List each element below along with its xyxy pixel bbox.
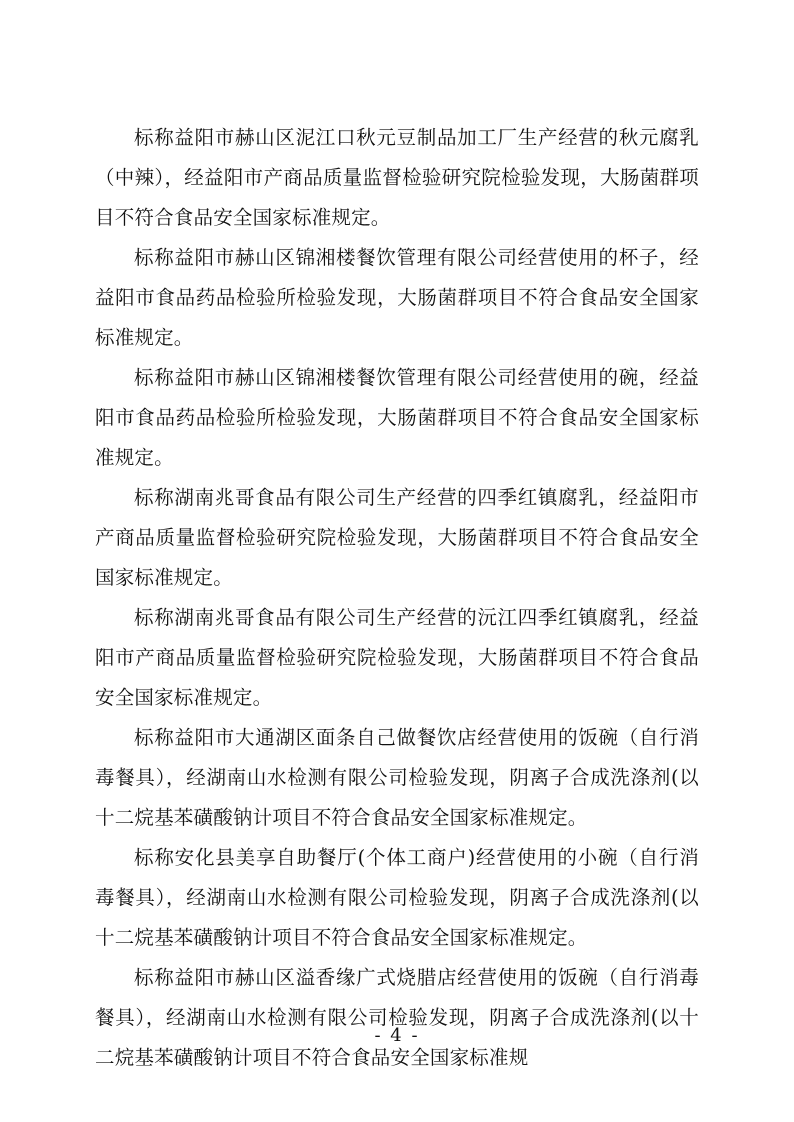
paragraph: 标称安化县美享自助餐厅(个体工商户)经营使用的小碗（自行消毒餐具），经湖南山水检测有限公司检验发现，阴离子合成洗涤剂(以十二烷基苯磺酸钠计项目不符合食品安全国家标准规定。: [95, 846, 699, 949]
paragraph: 标称益阳市大通湖区面条自己做餐饮店经营使用的饭碗（自行消毒餐具），经湖南山水检测有限公司检验发现，阴离子合成洗涤剂(以十二烷基苯磺酸钠计项目不符合食品安全国家标准规定。: [95, 726, 699, 829]
document-body: [95, 118, 699, 1078]
paragraph: 标称益阳市赫山区锦湘楼餐饮管理有限公司经营使用的杯子，经益阳市食品药品检验所检验发现，大肠菌群项目不符合食品安全国家标准规定。: [95, 246, 699, 349]
paragraph: 标称益阳市赫山区锦湘楼餐饮管理有限公司经营使用的碗，经益阳市食品药品检验所检验发现，大肠菌群项目不符合食品安全国家标准规定。: [95, 366, 699, 469]
paragraph: 标称湖南兆哥食品有限公司生产经营的沅江四季红镇腐乳，经益阳市产商品质量监督检验研究院检验发现，大肠菌群项目不符合食品安全国家标准规定。: [95, 606, 699, 709]
page-number: - 4 -: [374, 1025, 420, 1046]
paragraph: 标称湖南兆哥食品有限公司生产经营的四季红镇腐乳，经益阳市产商品质量监督检验研究院检验发现，大肠菌群项目不符合食品安全国家标准规定。: [95, 486, 699, 589]
paragraph: 标称益阳市赫山区溢香缘广式烧腊店经营使用的饭碗（自行消毒餐具），经湖南山水检测有限公司检验发现，阴离子合成洗涤剂(以十二烷基苯磺酸钠计项目不符合食品安全国家标准规: [95, 966, 699, 1069]
paragraph: 标称益阳市赫山区泥江口秋元豆制品加工厂生产经营的秋元腐乳（中辣），经益阳市产商品质量监督检验研究院检验发现，大肠菌群项目不符合食品安全国家标准规定。: [95, 126, 699, 229]
